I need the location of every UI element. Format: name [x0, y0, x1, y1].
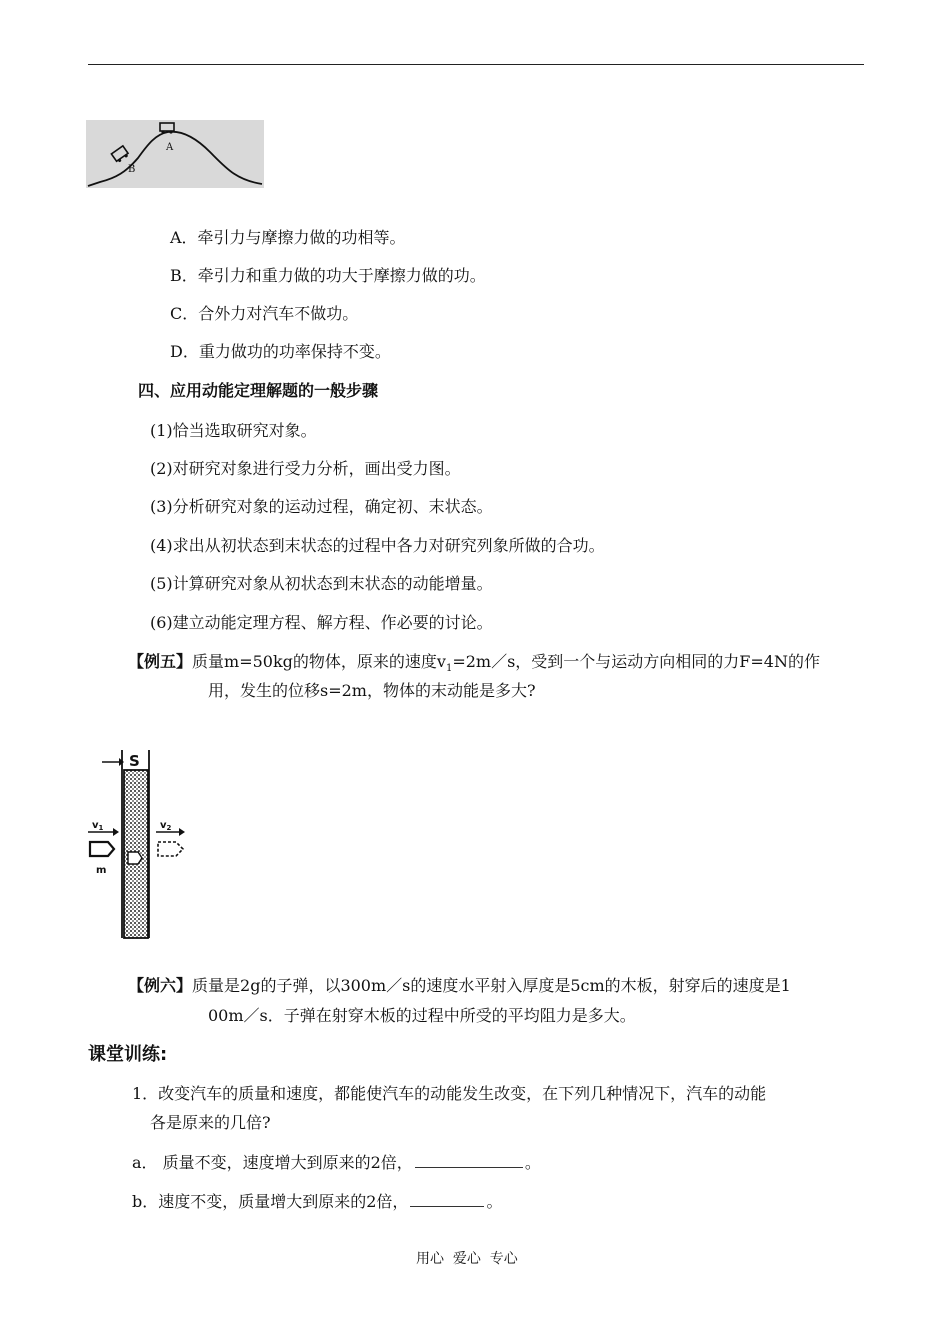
option-a: A．牵引力与摩擦力做的功相等。	[170, 228, 406, 247]
example6-text: 质量是2g的子弹，以300m／s的速度水平射入厚度是5cm的木板，射穿后的速度是1	[192, 976, 791, 995]
example5-text-a: 质量m=50kg的物体，原来的速度v	[192, 652, 446, 671]
v2-label	[160, 820, 172, 832]
training-qa-end: 。	[524, 1153, 541, 1172]
page-footer: 用心 爱心 专心	[416, 1251, 518, 1267]
example6-tag: 【例六】	[128, 976, 193, 995]
v2-subscript: 2	[166, 824, 172, 832]
step-2: (2)对研究对象进行受力分析，画出受力图。	[150, 459, 461, 478]
training-qa	[132, 1152, 541, 1174]
option-d: D．重力做功的功率保持不变。	[170, 342, 391, 361]
example5-line2: 用，发生的位移s=2m，物体的末动能是多大?	[208, 681, 536, 700]
training-qa-text: a． 质量不变，速度增大到原来的2倍，	[132, 1153, 413, 1172]
step-1: (1)恰当选取研究对象。	[150, 421, 317, 440]
header-rule	[88, 64, 864, 65]
step-4: (4)求出从初状态到末状态的过程中各力对研究列象所做的合功。	[150, 536, 605, 555]
v2-symbol: v	[160, 820, 167, 831]
training-q1-line1: 1．改变汽车的质量和速度，都能使汽车的动能发生改变，在下列几种情况下，汽车的动能	[132, 1084, 767, 1103]
section4-heading: 四、应用动能定理解题的一般步骤	[138, 381, 379, 400]
step-5: (5)计算研究对象从初状态到末状态的动能增量。	[150, 574, 493, 593]
training-heading: 课堂训练:	[88, 1044, 168, 1065]
example5-text-b: =2m／s，受到一个与运动方向相同的力F=4N的作	[452, 652, 820, 671]
training-qb-end: 。	[486, 1192, 503, 1211]
training-q1-line2: 各是原来的几倍?	[150, 1113, 271, 1132]
v1-subscript: 1	[98, 824, 104, 832]
option-c: C．合外力对汽车不做功。	[170, 304, 359, 323]
training-qb	[132, 1191, 502, 1213]
bullet-board-figure	[86, 750, 196, 940]
v1-label	[92, 820, 104, 832]
mass-label: m	[96, 865, 107, 876]
example6-line2: 00m／s．子弹在射穿木板的过程中所受的平均阻力是多大。	[208, 1006, 636, 1025]
hill-label-b: B	[128, 164, 136, 175]
answer-blank-a[interactable]	[415, 1153, 523, 1168]
hill-label-a: A	[166, 142, 174, 153]
example5-line1	[128, 651, 820, 680]
training-qb-text: b．速度不变，质量增大到原来的2倍，	[132, 1192, 409, 1211]
option-b: B．牵引力和重力做的功大于摩擦力做的功。	[170, 266, 486, 285]
hill-figure	[86, 120, 264, 188]
step-6: (6)建立动能定理方程、解方程、作必要的讨论。	[150, 613, 493, 632]
step-3: (3)分析研究对象的运动过程，确定初、末状态。	[150, 497, 493, 516]
board-s-label: S	[129, 752, 140, 770]
example5-tag: 【例五】	[128, 652, 193, 671]
example6-line1	[128, 975, 791, 997]
v1-symbol: v	[92, 820, 99, 831]
example5-sub: 1	[445, 663, 453, 675]
answer-blank-b[interactable]	[410, 1192, 484, 1207]
